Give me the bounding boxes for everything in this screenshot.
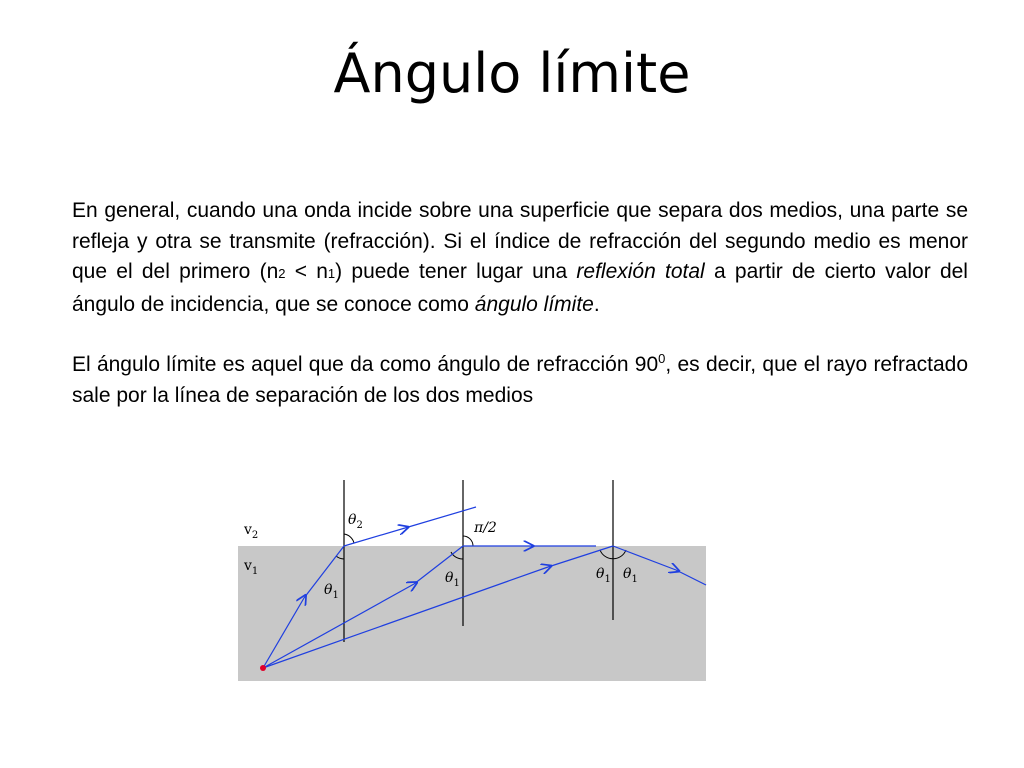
refraction-diagram [230,470,710,685]
angle-arc-theta2 [344,534,354,543]
label-theta2: $\theta_2$ [348,512,363,531]
label-theta1-b: $\theta_1$ [445,570,460,589]
degree-superscript: 0 [658,351,666,366]
label-theta1-d: $\theta_1$ [623,566,638,585]
paragraph1-text: En general, cuando una onda incide sobre una superficie que separa dos medios, una parte se refleja y otra se transmite (refracción). Si el índice de refracción del segundo medio es menor que el del primero (n [72,199,968,283]
paragraph1-end: . [593,292,600,316]
paragraph2-text-2: , es decir, que el rayo refractado sale por la línea de separación de los dos medios [72,353,968,407]
paragraph-limit-angle [72,350,968,411]
slide-title: Ángulo límite [333,42,691,105]
medium-lower-region [238,546,706,681]
label-v1: $v_1$ [244,558,259,577]
label-theta1-a: $\theta_1$ [324,582,339,601]
source-point [260,665,266,671]
label-theta1-c: $\theta_1$ [596,566,611,585]
term-angulo-limite: ángulo límite [474,292,594,316]
ray-refracted-1-b [405,507,476,528]
n2-subscript: 2 [278,266,286,281]
ray-refracted-1-a [344,528,405,546]
paragraph1-text-2: ) puede tener lugar una [335,260,577,283]
term-reflexion-total: reflexión total [576,260,705,283]
paragraph2-text: El ángulo límite es aquel que da como ángulo de refracción 90 [72,353,659,376]
label-v2: $v_2$ [244,522,259,541]
n1-subscript: 1 [327,266,336,281]
angle-arc-pi2 [463,536,473,546]
label-pi-over-2: π/2 [474,520,497,536]
paragraph-definition [72,196,968,320]
paragraph1-less-than: < n [285,260,328,283]
paragraph1-text-3: a partir de cierto valor del ángulo de incidencia, que se conoce como [72,260,968,316]
